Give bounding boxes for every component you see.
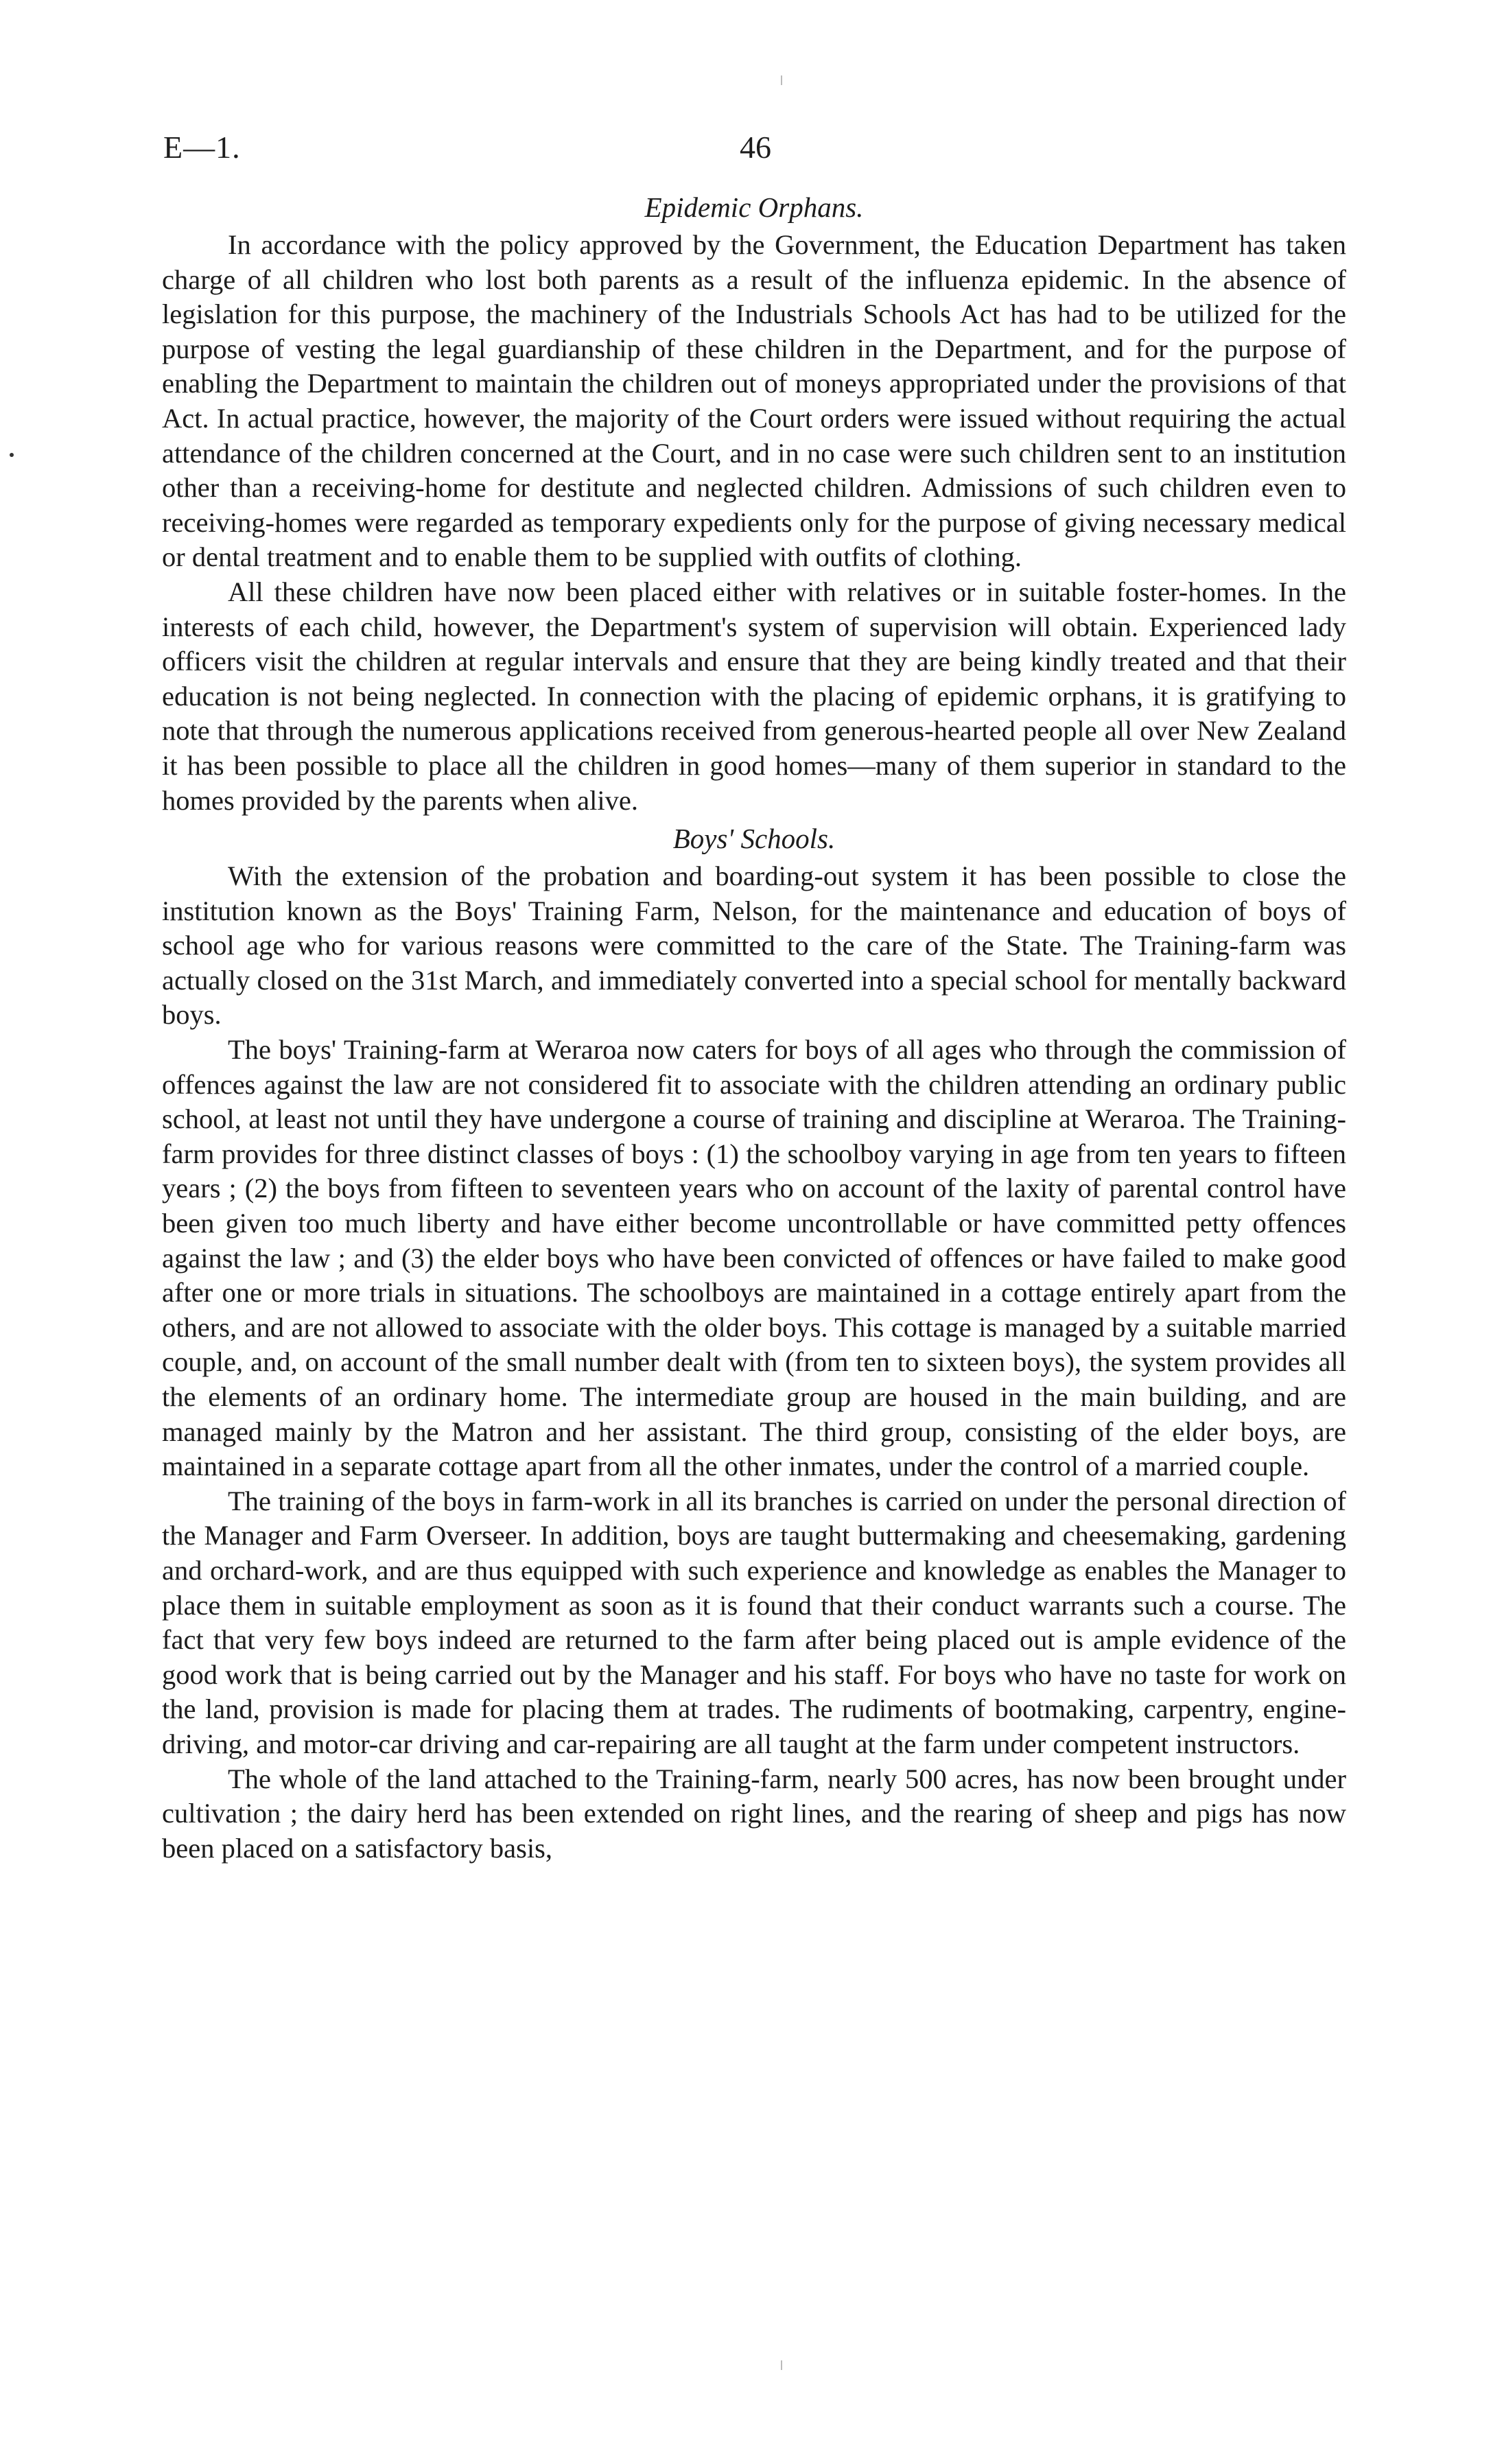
scan-mark xyxy=(781,75,782,85)
paragraph: With the extension of the probation and boarding-out system it has been possible to close the institution known as the Boys' Training Farm, Nelson, for the maintenance and education of boys of school age who for various reasons were committed to the care of the State. The Training-farm was actually closed on the 31st March, and immediately converted into a special school for mentally backward boys. xyxy=(162,860,1346,1031)
paragraph: The whole of the land attached to the Training-farm, nearly 500 acres, has now been brought under cultivation ; the dairy herd has been extended on right lines, and the rearing of sheep and pigs has now been placed on a satisfactory basis, xyxy=(162,1763,1346,1864)
section-heading-boys-schools: Boys' Schools. xyxy=(672,823,836,855)
paragraph: In accordance with the policy approved by the Government, the Education Department has taken charge of all children who lost both parents as a result of the influenza epidemic. In the absence of legislation for this purpose, the machinery of the Industrials Schools Act has had to be utilized for the purpose of vesting the legal guardianship of these children in the Department, and for the purpose of enabling the Department to maintain the children out of moneys appropriated under the provisions of that Act. In actual practice, however, the majority of the Court orders were issued without requiring the actual attendance of the children concerned at the Court, and in no case were such children sent to an institution other than a receiving-home for destitute and neglected children. Admissions of such children even to receiving-homes were regarded as temporary expedients only for the purpose of giving necessary medical or dental treatment and to enable them to be supplied with outfits of clothing. xyxy=(162,229,1346,573)
paragraph: All these children have now been placed either with relatives or in suitable foster-homes. In the interests of each child, however, the Department's system of supervision will obtain. Experienced lady officers visit the children at regular intervals and ensure that they are being kindly treated and that their education is not being neglected. In connection with the placing of epidemic orphans, it is gratifying to note that through the numerous applications received from generous-hearted people all over New Zealand it has been possible to place all the children in good homes—many of them superior in standard to the homes provided by the parents when alive. xyxy=(162,576,1346,816)
scan-mark xyxy=(781,2360,782,2370)
document-code: E—1. xyxy=(163,130,241,165)
paragraph: The training of the boys in farm-work in all its branches is carried on under the personal direction of the Manager and Farm Overseer. In addition, boys are taught buttermaking and cheesemaking, gardening and orchard-work, and are thus equipped with such experience and knowledge as enables the Manager to place them in suitable employment as soon as it is found that their conduct warrants such a course. The fact that very few boys indeed are returned to the farm after being placed out is ample evidence of the good work that is being carried out by the Manager and his staff. For boys who have no taste for work on the land, provision is made for placing them at trades. The rudiments of bootmaking, carpentry, engine-driving, and motor-car driving and car-repairing are all taught at the farm under competent instructors. xyxy=(162,1485,1346,1759)
page-number: 46 xyxy=(740,130,771,165)
section-heading-epidemic-orphans: Epidemic Orphans. xyxy=(644,191,864,223)
paragraph: The boys' Training-farm at Weraroa now caters for boys of all ages who through the commission of offences against the law are not considered fit to associate with the children attending an ordinary public school, at least not until they have undergone a course of training and discipline at Weraroa. The Training-farm provides for three distinct classes of boys : (1) the schoolboy varying in age from ten years to fifteen years ; (2) the boys from fifteen to seventeen years who on account of the laxity of parental control have been given too much liberty and have either become uncontrollable or have committed petty offences against the law ; and (3) the elder boys who have been convicted of offences or have failed to make good after one or more trials in situations. The schoolboys are maintained in a cottage entirely apart from the others, and are not allowed to associate with the older boys. This cottage is managed by a suitable married couple, and, on account of the small number dealt with (from ten to sixteen boys), the system provides all the elements of an ordinary home. The intermediate group are housed in the main building, and are managed mainly by the Matron and her assistant. The third group, consisting of the elder boys, are maintained in a separate cottage apart from all the other inmates, under the control of a married couple. xyxy=(162,1034,1346,1482)
margin-dot xyxy=(10,453,14,457)
body-text xyxy=(162,187,1346,1866)
